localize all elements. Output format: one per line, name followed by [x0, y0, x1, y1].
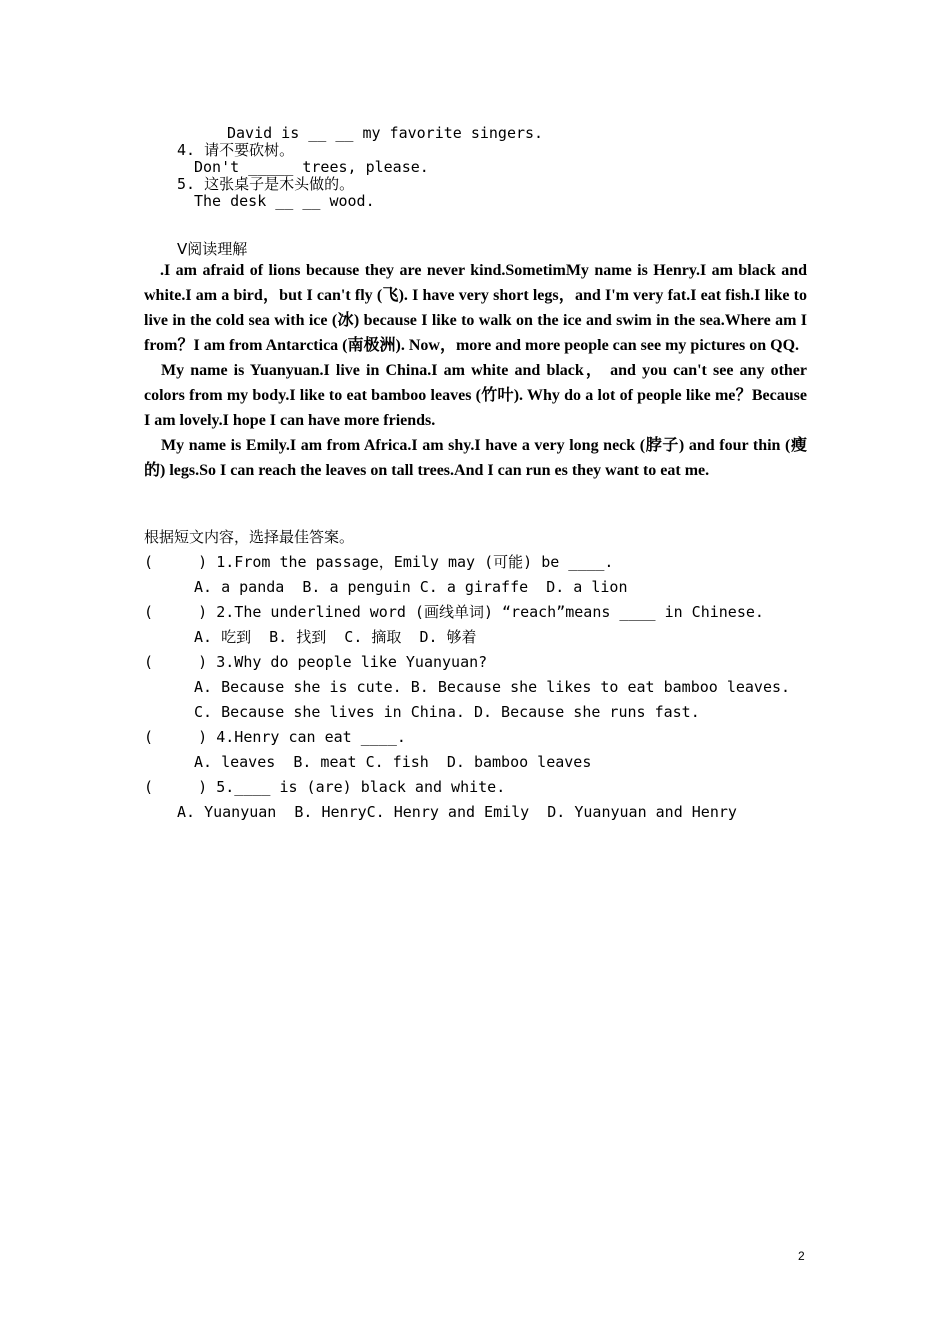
question-2-options: A. 吃到 B. 找到 C. 摘取 D. 够着: [194, 628, 477, 646]
passage-emily: My name is Emily.I am from Africa.I am shy.I have a very long neck (脖子) and four thin (瘦的) legs.So I can reach the leaves on tall trees.And I can run es they want to eat me.: [144, 437, 807, 479]
question-4-chinese: 4. 请不要砍树。: [177, 141, 295, 159]
passage-henry: .I am afraid of lions because they are never kind.SometimMy name is Henry.I am black and white.I am a bird，but I can't fly (飞). I have very short legs，and I'm very fat.I eat fish.I like to live in the cold sea with ice (冰) because I like to walk on the ice and swim in the sea.Where am I from？I am from Antarctica (南极洲). Now，more and more people can see my pictures on QQ.: [144, 262, 807, 354]
reading-passage: [144, 258, 807, 483]
section-heading-reading: V阅读理解: [177, 240, 248, 258]
question-5: ( ) 5.____ is (are) black and white.: [144, 778, 506, 796]
question-5-options: A. Yuanyuan B. HenryC. Henry and Emily D. Yuanyuan and Henry: [177, 803, 737, 821]
passage-yuanyuan: My name is Yuanyuan.I live in China.I am white and black， and you can't see any other colors from my body.I like to eat bamboo leaves (竹叶). Why do a lot of people like me？Because I am lovely.I hope I can have more friends.: [144, 362, 807, 429]
fill-in-line-david: David is __ __ my favorite singers.: [227, 124, 544, 142]
question-4-english: Don't _____ trees, please.: [194, 158, 429, 176]
question-2: ( ) 2.The underlined word (画线单词) “reach”means ____ in Chinese.: [144, 603, 764, 621]
question-4-options: A. leaves B. meat C. fish D. bamboo leaves: [194, 753, 592, 771]
question-1-options: A. a panda B. a penguin C. a giraffe D. a lion: [194, 578, 628, 596]
instruction-text: 根据短文内容，选择最佳答案。: [144, 528, 355, 546]
question-4: ( ) 4.Henry can eat ____.: [144, 728, 406, 746]
question-3-options-cd: C. Because she lives in China. D. Because she runs fast.: [194, 703, 700, 721]
question-3-options-ab: A. Because she is cute. B. Because she likes to eat bamboo leaves.: [194, 678, 791, 696]
question-5-english: The desk __ __ wood.: [194, 192, 375, 210]
question-5-chinese: 5. 这张桌子是木头做的。: [177, 175, 355, 193]
page-number: 2: [798, 1249, 805, 1263]
question-1: ( ) 1.From the passage，Emily may (可能) be ____.: [144, 553, 614, 571]
question-3: ( ) 3.Why do people like Yuanyuan?: [144, 653, 488, 671]
